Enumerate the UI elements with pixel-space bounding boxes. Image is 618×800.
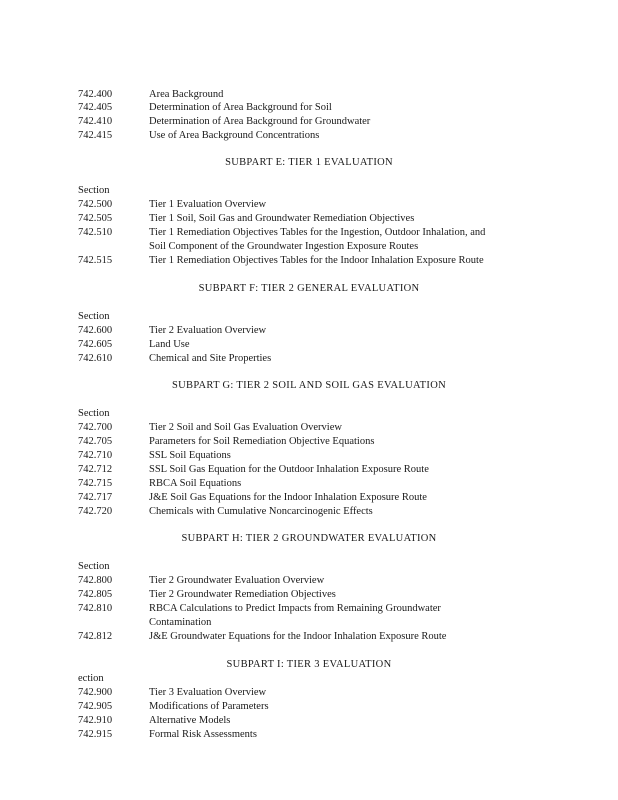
- section-title: Tier 2 Groundwater Evaluation Overview: [149, 575, 325, 586]
- section-title: Parameters for Soil Remediation Objective Equations: [149, 436, 375, 447]
- section-number: 742.700: [78, 422, 113, 433]
- section-number: 742.510: [78, 227, 113, 238]
- section-title: Alternative Models: [149, 715, 231, 726]
- subpart-heading: SUBPART H: TIER 2 GROUNDWATER EVALUATION: [181, 533, 437, 544]
- section-number: 742.600: [78, 325, 113, 336]
- section-number: 742.910: [78, 715, 113, 726]
- section-number: 742.900: [78, 687, 113, 698]
- section-title: J&E Soil Gas Equations for the Indoor Inhalation Exposure Route: [149, 492, 427, 503]
- section-number: 742.800: [78, 575, 113, 586]
- section-number: 742.717: [78, 492, 113, 503]
- section-title: Determination of Area Background for Soil: [149, 102, 332, 113]
- section-number: 742.715: [78, 478, 113, 489]
- section-number: 742.905: [78, 701, 113, 712]
- section-label: ection: [78, 673, 104, 684]
- subpart-heading: SUBPART F: TIER 2 GENERAL EVALUATION: [198, 283, 420, 294]
- section-number: 742.810: [78, 603, 113, 614]
- section-title: Tier 2 Soil and Soil Gas Evaluation Overview: [149, 422, 342, 433]
- section-title: J&E Groundwater Equations for the Indoor Inhalation Exposure Route: [149, 631, 447, 642]
- section-title: Use of Area Background Concentrations: [149, 130, 320, 141]
- section-label: Section: [78, 311, 110, 322]
- subpart-heading: SUBPART E: TIER 1 EVALUATION: [225, 157, 393, 168]
- section-title: Tier 1 Soil, Soil Gas and Groundwater Remediation Objectives: [149, 213, 415, 224]
- section-number: 742.410: [78, 116, 113, 127]
- section-number: 742.515: [78, 255, 113, 266]
- section-title-continued: Contamination: [149, 617, 212, 628]
- section-number: 742.812: [78, 631, 113, 642]
- subpart-heading: SUBPART I: TIER 3 EVALUATION: [226, 659, 392, 670]
- section-number: 742.805: [78, 589, 113, 600]
- section-number: 742.605: [78, 339, 113, 350]
- section-title: Chemicals with Cumulative Noncarcinogenic Effects: [149, 506, 373, 517]
- section-number: 742.705: [78, 436, 113, 447]
- section-number: 742.400: [78, 89, 113, 100]
- section-title: Tier 2 Groundwater Remediation Objectives: [149, 589, 336, 600]
- section-number: 742.610: [78, 353, 113, 364]
- section-number: 742.405: [78, 102, 113, 113]
- section-title: SSL Soil Gas Equation for the Outdoor Inhalation Exposure Route: [149, 464, 429, 475]
- section-label: Section: [78, 408, 110, 419]
- section-title: SSL Soil Equations: [149, 450, 231, 461]
- section-title: Chemical and Site Properties: [149, 353, 272, 364]
- section-title: Formal Risk Assessments: [149, 729, 257, 740]
- section-title: Modifications of Parameters: [149, 701, 269, 712]
- section-number: 742.415: [78, 130, 113, 141]
- section-title: RBCA Soil Equations: [149, 478, 242, 489]
- section-title: Tier 1 Evaluation Overview: [149, 199, 267, 210]
- section-number: 742.712: [78, 464, 113, 475]
- section-label: Section: [78, 561, 110, 572]
- section-title-continued: Soil Component of the Groundwater Ingestion Exposure Routes: [149, 241, 419, 252]
- section-number: 742.915: [78, 729, 113, 740]
- section-title: RBCA Calculations to Predict Impacts from Remaining Groundwater: [149, 603, 441, 614]
- section-label: Section: [78, 185, 110, 196]
- section-title: Tier 1 Remediation Objectives Tables for the Ingestion, Outdoor Inhalation, and: [149, 227, 486, 238]
- subpart-heading: SUBPART G: TIER 2 SOIL AND SOIL GAS EVALUATION: [172, 380, 446, 391]
- section-number: 742.500: [78, 199, 113, 210]
- section-number: 742.710: [78, 450, 113, 461]
- section-title: Tier 2 Evaluation Overview: [149, 325, 267, 336]
- section-title: Determination of Area Background for Groundwater: [149, 116, 371, 127]
- section-title: Tier 3 Evaluation Overview: [149, 687, 267, 698]
- section-title: Area Background: [149, 89, 224, 100]
- section-title: Tier 1 Remediation Objectives Tables for the Indoor Inhalation Exposure Route: [149, 255, 484, 266]
- section-number: 742.720: [78, 506, 113, 517]
- section-number: 742.505: [78, 213, 113, 224]
- section-title: Land Use: [149, 339, 190, 350]
